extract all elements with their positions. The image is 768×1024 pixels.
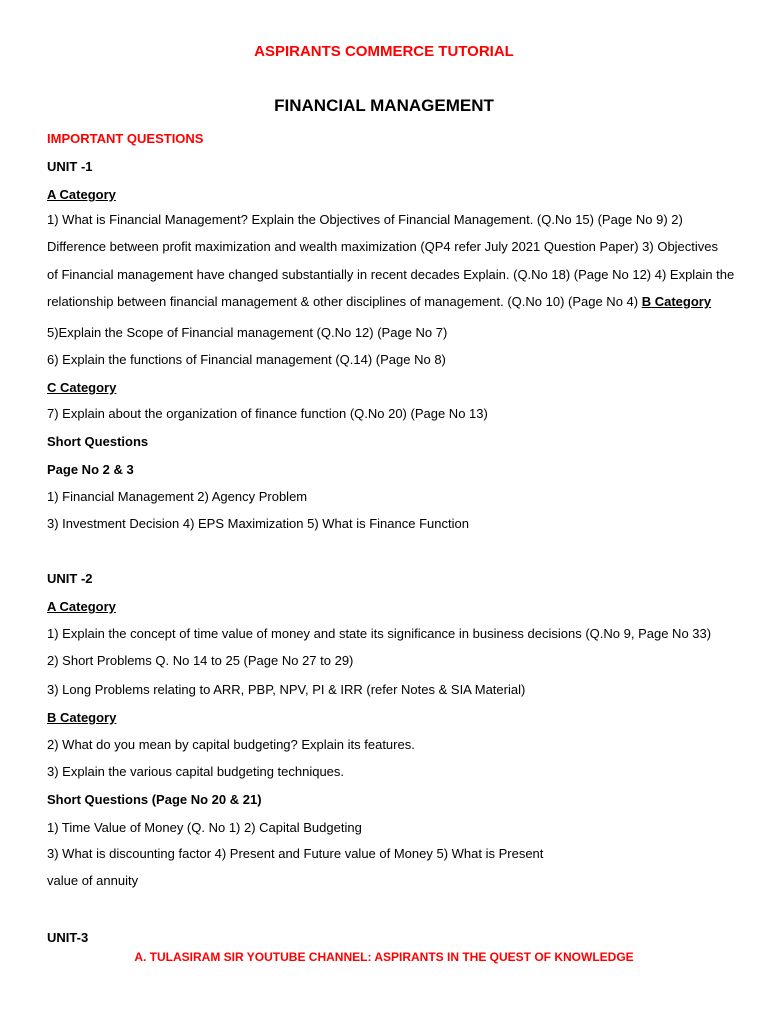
- unit1-q6: 6) Explain the functions of Financial management (Q.14) (Page No 8): [47, 352, 446, 367]
- footer-channel-text: A. TULASIRAM SIR YOUTUBE CHANNEL: ASPIRANTS IN THE QUEST OF KNOWLEDGE: [134, 950, 634, 964]
- unit1-b-category: B Category: [641, 293, 712, 309]
- unit1-short-line: 3) Investment Decision 4) EPS Maximization 5) What is Finance Function: [47, 516, 469, 531]
- unit2-b2: 2) What do you mean by capital budgeting? Explain its features.: [47, 737, 415, 752]
- unit2-b-category: B Category: [47, 710, 117, 725]
- unit1-heading: UNIT -1: [47, 159, 93, 174]
- unit1-para-line: 1) What is Financial Management? Explain the Objectives of Financial Management. (Q.No 15) (Page No 9) 2): [47, 212, 683, 227]
- unit2-a3: 3) Long Problems relating to ARR, PBP, NPV, PI & IRR (refer Notes & SIA Material): [47, 682, 526, 697]
- tutorial-title: ASPIRANTS COMMERCE TUTORIAL: [254, 43, 514, 60]
- unit2-short-line: value of annuity: [47, 873, 139, 888]
- unit2-short-questions-heading: Short Questions (Page No 20 & 21): [47, 792, 262, 807]
- unit1-a-paragraph: [47, 206, 735, 315]
- unit1-a-category: A Category: [47, 187, 116, 202]
- important-questions-heading: IMPORTANT QUESTIONS: [47, 131, 204, 146]
- unit1-para-line: Difference between profit maximization and wealth maximization (QP4 refer July 2021 Question Paper) 3) Objectives: [47, 239, 719, 255]
- unit1-short-pages: Page No 2 & 3: [47, 462, 134, 477]
- unit1-para-line: relationship between financial management & other disciplines of management. (Q.No 10) (Page No 4): [47, 293, 642, 309]
- unit1-short-line: 1) Financial Management 2) Agency Problem: [47, 489, 308, 504]
- unit2-short-line: 1) Time Value of Money (Q. No 1) 2) Capital Budgeting: [47, 820, 362, 835]
- unit3-heading: UNIT-3: [47, 930, 89, 945]
- unit2-a2: 2) Short Problems Q. No 14 to 25 (Page No 27 to 29): [47, 653, 354, 668]
- unit2-short-line: 3) What is discounting factor 4) Present and Future value of Money 5) What is Present: [47, 846, 544, 861]
- subject-title: FINANCIAL MANAGEMENT: [274, 96, 494, 115]
- unit1-q7: 7) Explain about the organization of finance function (Q.No 20) (Page No 13): [47, 406, 488, 421]
- unit2-heading: UNIT -2: [47, 571, 93, 586]
- unit2-a-category: A Category: [47, 599, 116, 614]
- unit1-short-questions-heading: Short Questions: [47, 434, 149, 449]
- unit2-a1: 1) Explain the concept of time value of money and state its significance in business decisions (Q.No 9, Page No 33): [47, 626, 712, 641]
- unit1-para-line: of Financial management have changed substantially in recent decades Explain. (Q.No 18) (Page No 12) 4) Explain the: [47, 266, 735, 282]
- unit1-q5: 5)Explain the Scope of Financial management (Q.No 12) (Page No 7): [47, 325, 448, 340]
- unit2-b3: 3) Explain the various capital budgeting techniques.: [47, 764, 345, 779]
- unit1-c-category: C Category: [47, 380, 117, 395]
